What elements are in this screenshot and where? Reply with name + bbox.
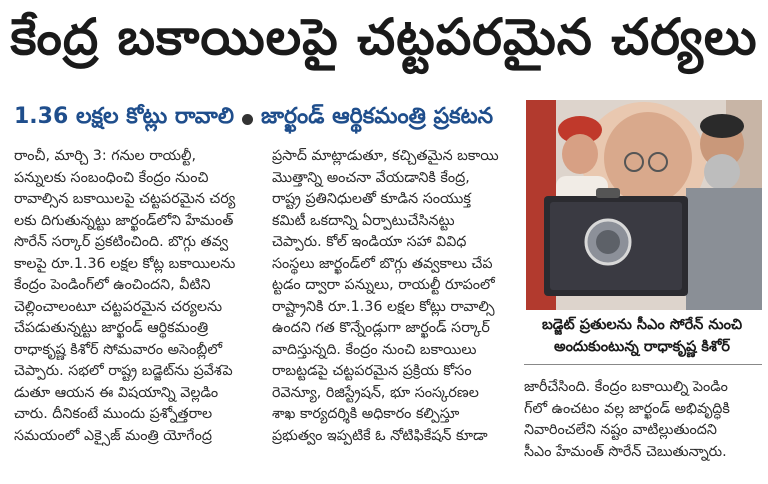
text-line: ప్రసాద్ మాట్లాడుతూ, కచ్చితమైన బకాయి <box>272 148 499 164</box>
text-line: చెల్లించాలంటూ చట్టపరమైన చర్యలను <box>14 298 223 315</box>
text-line: సంస్థలు జార్ఖండ్‌లో బొగ్గు తవ్వకాలు చేప <box>272 255 493 272</box>
text-line: పన్నులకు సంబంధించి కేంద్రం నుంచి <box>14 169 209 186</box>
text-line: ట్టడం ద్వారా పన్నులు, రాయల్టీ రూపంలో <box>272 277 495 293</box>
text-line: సీఎం హేమంత్ సొరేన్ చెబుతున్నారు. <box>524 443 727 460</box>
text-line: గ్‌లో ఉంచటం వల్ల జార్ఖండ్ అభివృద్ధికి <box>524 400 730 417</box>
subheadline-right: జార్ఖండ్ ఆర్థికమంత్రి ప్రకటన <box>260 104 494 129</box>
text-line: ప్రభుత్వం ఇప్పటికే ఓ నోటిఫికేషన్ కూడా <box>272 427 488 444</box>
text-line: మొత్తాన్ని అంచనా వేయడానికి కేంద్ర, <box>272 169 470 186</box>
text-line: కమిటీ ఒకదాన్ని ఏర్పాటుచేసినట్టు <box>272 212 455 229</box>
text-line: కేంద్రం పెండింగ్‌లో ఉంచిందని, వీటిని <box>14 277 211 293</box>
text-line: వాదిస్తున్నది. కేంద్రం నుంచి బకాయిలు <box>272 341 477 358</box>
text-line: శాఖ కార్యదర్శికి అధికారం కల్పిస్తూ <box>272 406 460 422</box>
subheadline-left: 1.36 లక్షల కోట్లు రావాలి <box>14 104 234 129</box>
text-line: సమయంలో ఎక్సైజ్ మంత్రి యోగేంద్ర <box>14 427 212 444</box>
text-line: రాబట్టడపై చట్టపరమైన ప్రక్రియ కోసం <box>272 363 472 379</box>
article-column-1 <box>14 146 256 447</box>
news-photo <box>526 100 762 310</box>
photo-illustration <box>526 100 762 310</box>
article-column-3 <box>524 377 760 463</box>
text-line: చెప్పారు. సభలో రాష్ట్ర బడ్జెట్‌ను ప్రవేశపె <box>14 363 233 379</box>
text-line: రావాల్సిన బకాయిలపై చట్టపరమైన చర్య <box>14 191 236 207</box>
text-line: రాధాకృష్ణ కిశోర్ సోమవారం అసెంబ్లీలో <box>14 341 223 358</box>
text-line: రెవెన్యూ, రిజిస్ట్రేషన్, భూ సంస్కరణల <box>272 384 479 401</box>
bullet-icon <box>242 114 253 125</box>
text-line: రాష్ట్ర ప్రతినిధులతో కూడిన సంయుక్త <box>272 191 471 207</box>
text-line: రాంచీ, మార్చి 3: గనుల రాయల్టీ, <box>14 148 197 164</box>
text-line: డుతూ ఆయన ఈ విషయాన్ని వెల్లడిం <box>14 384 219 401</box>
headline: కేంద్ర బకాయిలపై చట్టపరమైన చర్యలు <box>10 7 758 66</box>
text-line: చెప్పారు. కోల్ ఇండియా సహా వివిధ <box>272 234 467 250</box>
text-line: చారు. దీనికంటే ముందు ప్రశ్నోత్తరాల <box>14 406 213 422</box>
caption-line: అందుకుంటున్న రాధాకృష్ణ కిశోర్ <box>553 339 731 355</box>
text-line: ఉందని గత కొన్నేండ్లుగా జార్ఖండ్ సర్కార్ <box>272 320 490 336</box>
text-line: జారీచేసింది. కేంద్రం బకాయిల్ని పెండిం <box>524 379 728 395</box>
caption-line: బడ్జెట్ ప్రతులను సీఎం సోరేన్ నుంచి <box>541 317 743 333</box>
divider <box>524 364 762 365</box>
text-line: కాలపై రూ.1.36 లక్షల కోట్ల బకాయిలను <box>14 255 236 272</box>
text-line: సొరేన్ సర్కార్ ప్రకటించింది. బొగ్గు తవ్వ <box>14 234 229 250</box>
text-line: నివారించలేని నష్టం వాటిల్లుతుందని <box>524 422 717 438</box>
article-column-2 <box>272 146 516 447</box>
photo-caption <box>524 314 760 358</box>
text-line: రాష్ట్రానికి రూ.1.36 లక్షల కోట్లు రావాల్సి <box>272 298 495 315</box>
text-line: లకు దిగుతున్నట్టు జార్ఖండ్‌లోని హేమంత్ <box>14 212 234 229</box>
text-line: చేపడుతున్నట్టు జార్ఖండ్ ఆర్థికమంత్రి <box>14 320 209 336</box>
subheadline <box>14 102 514 136</box>
